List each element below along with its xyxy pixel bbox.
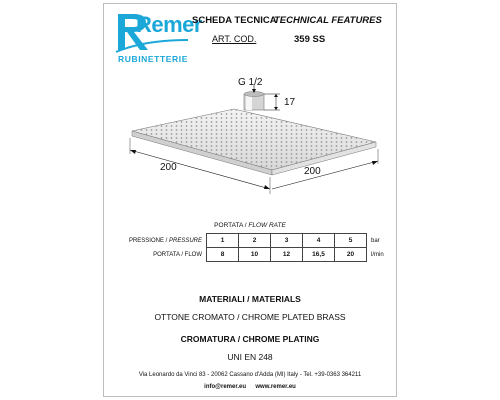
flow-rate-heading xyxy=(104,222,396,229)
flow-row-label: PORTATA / FLOW xyxy=(153,251,202,258)
flow-rate-table xyxy=(108,233,395,262)
company-contacts xyxy=(104,384,396,390)
height-dimension-label: 17 xyxy=(284,97,296,108)
pressure-row-label: PRESSIONE / PRESSURE xyxy=(128,237,202,244)
shower-head-illustration xyxy=(104,76,398,204)
plating-title: CROMATURA / CHROME PLATING xyxy=(180,334,320,344)
width-dimension-label: 200 xyxy=(304,166,321,177)
flow-cell: 20 xyxy=(335,248,367,262)
company-address: Via Leonardo da Vinci 83 - 20062 Cassano d'Adda (MI) Italy - Tel. +39-0363 364211 xyxy=(138,372,362,378)
materials-value: OTTONE CROMATO / CHROME PLATED BRASS xyxy=(154,312,346,322)
art-code-value: 359 SS xyxy=(294,34,326,45)
pressure-cell: 3 xyxy=(271,234,303,248)
website-link[interactable]: www.remer.eu xyxy=(255,384,296,390)
flow-cell: 8 xyxy=(207,248,239,262)
shower-head-drawing xyxy=(104,76,398,204)
pressure-cell: 4 xyxy=(303,234,335,248)
title-english: TECHNICAL FEATURES xyxy=(274,15,382,26)
plating-value: UNI EN 248 xyxy=(227,352,273,362)
flow-heading-italian: PORTATA / xyxy=(214,222,247,229)
art-code-label: ART. COD. xyxy=(212,34,257,44)
materials-title: MATERIALI / MATERIALS xyxy=(199,294,301,304)
flow-row xyxy=(108,248,395,262)
remer-logo xyxy=(114,10,202,66)
flow-cell: 12 xyxy=(271,248,303,262)
title-italian: SCHEDA TECNICA xyxy=(192,15,277,26)
flow-heading-english: FLOW RATE xyxy=(248,222,286,229)
depth-dimension-label: 200 xyxy=(160,162,177,173)
flow-cell: 10 xyxy=(239,248,271,262)
pressure-cell: 5 xyxy=(335,234,367,248)
pressure-cell: 2 xyxy=(239,234,271,248)
email-link[interactable]: info@remer.eu xyxy=(204,384,247,390)
pressure-cell: 1 xyxy=(207,234,239,248)
pressure-row xyxy=(108,234,395,248)
thread-size-label: G 1/2 xyxy=(238,77,263,88)
technical-sheet xyxy=(103,3,397,397)
brand-name: Remer xyxy=(136,12,202,37)
pressure-unit: bar xyxy=(371,237,380,244)
flow-cell: 16,5 xyxy=(303,248,335,262)
flow-unit: l/min xyxy=(371,251,384,258)
brand-tagline: RUBINETTERIE xyxy=(118,54,189,64)
